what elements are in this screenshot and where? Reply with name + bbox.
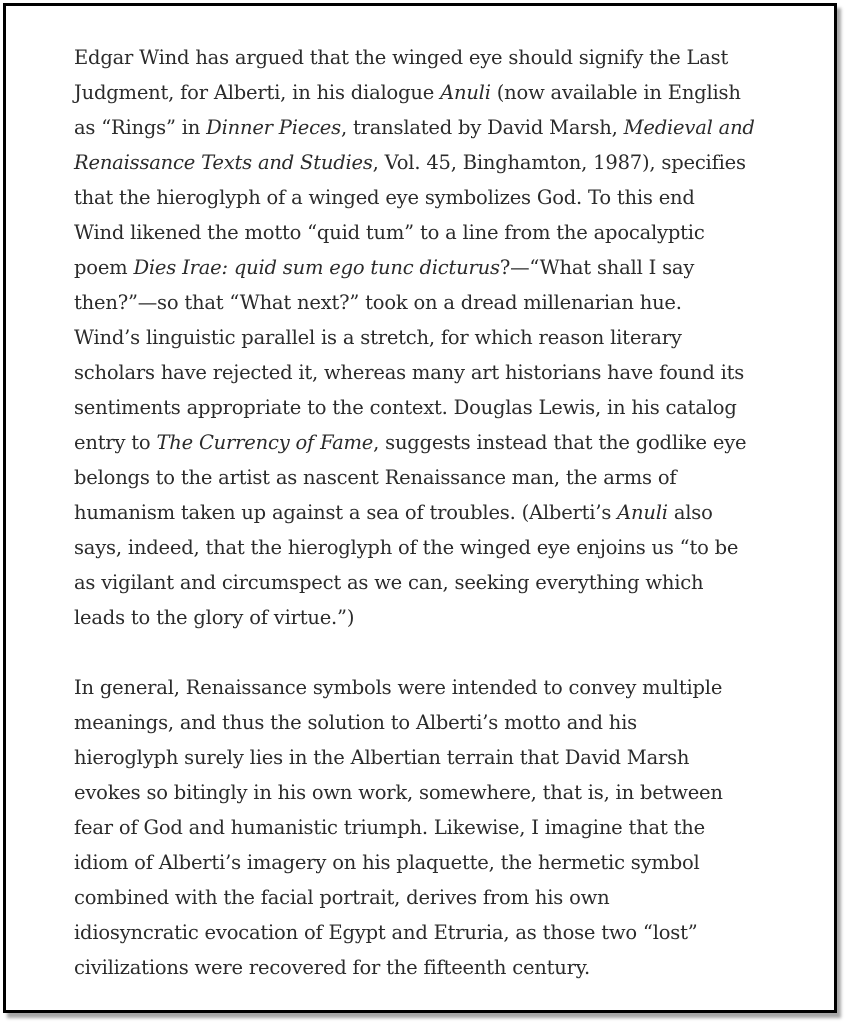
text-line bbox=[74, 845, 794, 880]
text-segment: belongs to the artist as nascent Renaissance man, the arms of bbox=[74, 466, 677, 489]
text-line bbox=[74, 880, 794, 915]
text-segment: leads to the glory of virtue.”) bbox=[74, 606, 355, 629]
text-line bbox=[74, 600, 794, 635]
text-segment: poem bbox=[74, 256, 134, 279]
italic-title: Anuli bbox=[440, 81, 491, 104]
text-line bbox=[74, 810, 794, 845]
text-line bbox=[74, 75, 794, 110]
text-line bbox=[74, 145, 794, 180]
text-segment: as vigilant and circumspect as we can, seeking everything which bbox=[74, 571, 704, 594]
text-line bbox=[74, 250, 794, 285]
text-segment: Wind likened the motto “quid tum” to a line from the apocalyptic bbox=[74, 221, 705, 244]
text-segment: , translated by David Marsh, bbox=[340, 116, 624, 139]
text-line bbox=[74, 215, 794, 250]
text-segment: Wind’s linguistic parallel is a stretch, for which reason literary bbox=[74, 326, 682, 349]
text-segment: evokes so bitingly in his own work, somewhere, that is, in between bbox=[74, 781, 723, 804]
document-frame bbox=[3, 3, 837, 1013]
text-line bbox=[74, 565, 794, 600]
text-line bbox=[74, 40, 794, 75]
text-line bbox=[74, 425, 794, 460]
text-segment: combined with the facial portrait, derives from his own bbox=[74, 886, 610, 909]
text-segment: humanism taken up against a sea of troubles. (Alberti’s bbox=[74, 501, 618, 524]
italic-title: Medieval and bbox=[623, 116, 755, 139]
text-segment: Edgar Wind has argued that the winged eye should signify the Last bbox=[74, 46, 729, 69]
text-line bbox=[74, 740, 794, 775]
paragraph-1 bbox=[74, 40, 794, 635]
text-segment: that the hieroglyph of a winged eye symbolizes God. To this end bbox=[74, 186, 695, 209]
italic-title: Renaissance Texts and Studies bbox=[74, 151, 373, 174]
italic-title: The Currency of Fame bbox=[156, 431, 374, 454]
text-line bbox=[74, 705, 794, 740]
text-segment: also bbox=[667, 501, 713, 524]
text-segment: fear of God and humanistic triumph. Likewise, I imagine that the bbox=[74, 816, 705, 839]
italic-title: Anuli bbox=[617, 501, 668, 524]
italic-title: Dies Irae: quid sum ego tunc dicturus bbox=[133, 256, 500, 279]
text-segment: civilizations were recovered for the fifteenth century. bbox=[74, 956, 590, 979]
text-segment: idiosyncratic evocation of Egypt and Etruria, as those two “lost” bbox=[74, 921, 698, 944]
text-segment: then?”—so that “What next?” took on a dread millenarian hue. bbox=[74, 291, 682, 314]
text-segment: Judgment, for Alberti, in his dialogue bbox=[74, 81, 441, 104]
text-segment: hieroglyph surely lies in the Albertian terrain that David Marsh bbox=[74, 746, 690, 769]
text-segment: entry to bbox=[74, 431, 157, 454]
text-segment: ?—“What shall I say bbox=[499, 256, 695, 279]
text-line bbox=[74, 670, 794, 705]
italic-title: Dinner Pieces bbox=[206, 116, 341, 139]
text-line bbox=[74, 180, 794, 215]
text-segment: In general, Renaissance symbols were intended to convey multiple bbox=[74, 676, 723, 699]
text-segment: , suggests instead that the godlike eye bbox=[373, 431, 747, 454]
text-line bbox=[74, 390, 794, 425]
text-segment: meanings, and thus the solution to Alberti’s motto and his bbox=[74, 711, 637, 734]
text-line bbox=[74, 320, 794, 355]
text-segment: says, indeed, that the hieroglyph of the winged eye enjoins us “to be bbox=[74, 536, 739, 559]
text-segment: scholars have rejected it, whereas many art historians have found its bbox=[74, 361, 745, 384]
text-line bbox=[74, 530, 794, 565]
text-segment: idiom of Alberti’s imagery on his plaquette, the hermetic symbol bbox=[74, 851, 700, 874]
text-line bbox=[74, 285, 794, 320]
text-line bbox=[74, 775, 794, 810]
text-line bbox=[74, 495, 794, 530]
text-segment: , Vol. 45, Binghamton, 1987), specifies bbox=[372, 151, 746, 174]
text-line bbox=[74, 950, 794, 985]
article-text bbox=[74, 40, 794, 1020]
text-line bbox=[74, 110, 794, 145]
paragraph-2 bbox=[74, 670, 794, 985]
text-segment: (now available in English bbox=[490, 81, 741, 104]
text-line bbox=[74, 915, 794, 950]
text-line bbox=[74, 355, 794, 390]
text-segment: sentiments appropriate to the context. Douglas Lewis, in his catalog bbox=[74, 396, 737, 419]
text-line bbox=[74, 460, 794, 495]
text-segment: as “Rings” in bbox=[74, 116, 207, 139]
